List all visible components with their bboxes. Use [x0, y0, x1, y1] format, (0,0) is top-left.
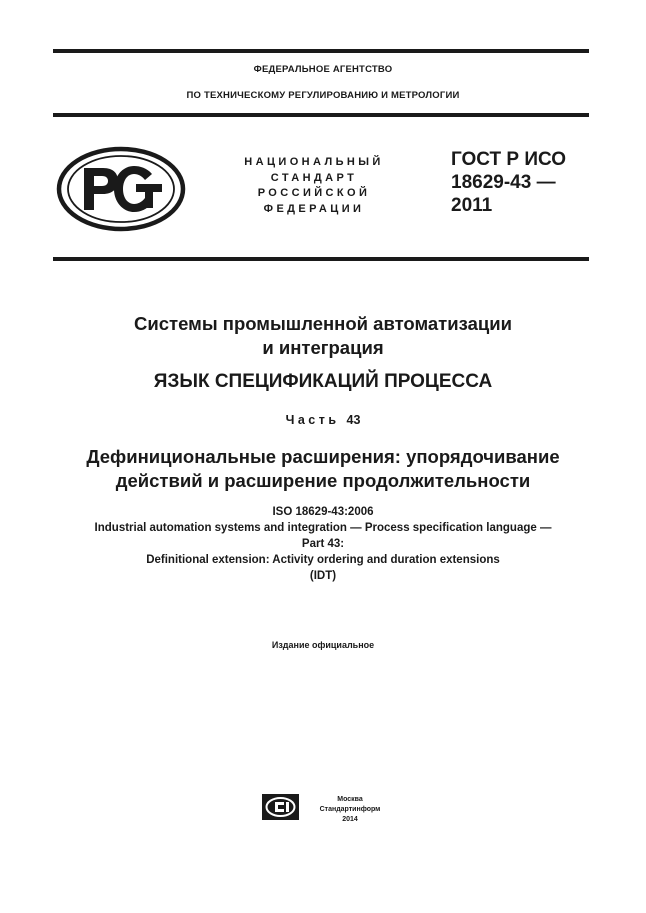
- subtitle-line-1: Дефинициональные расширения: упорядочивание: [86, 446, 560, 467]
- standard-kind-line-3: РОССИЙСКОЙ: [257, 187, 371, 199]
- standartinform-logo-icon: [262, 794, 299, 820]
- english-part: Part 43:: [301, 538, 345, 550]
- top-rule: [53, 49, 589, 53]
- standard-kind: [213, 155, 415, 217]
- designation-line-3: 2011: [451, 195, 493, 216]
- designation-line-2: 18629-43 —: [451, 172, 556, 193]
- rst-logo-icon: [56, 146, 186, 232]
- equivalence-mark: (IDT): [309, 570, 337, 582]
- iso-number: ISO 18629-43:2006: [272, 506, 374, 518]
- title-line-1: Системы промышленной автоматизации: [134, 313, 512, 334]
- english-title: Industrial automation systems and integration — Process specification language —: [94, 522, 552, 534]
- part-label: Часть: [285, 413, 340, 427]
- edition-note: Издание официальное: [271, 640, 375, 650]
- part-heading: [0, 413, 646, 427]
- publisher-year: 2014: [342, 816, 358, 823]
- english-subtitle: Definitional extension: Activity ordering and duration extensions: [146, 554, 500, 566]
- standard-kind-line-2: СТАНДАРТ: [270, 171, 358, 184]
- agency-line-1: ФЕДЕРАЛЬНОЕ АГЕНТСТВО: [253, 64, 393, 75]
- designation-line-1: ГОСТ Р ИСО: [451, 149, 567, 170]
- standard-kind-line-4: ФЕДЕРАЦИИ: [263, 202, 365, 215]
- publisher-city: Москва: [337, 796, 363, 803]
- part-number: 43: [346, 413, 361, 427]
- agency-line-2: ПО ТЕХНИЧЕСКОМУ РЕГУЛИРОВАНИЮ И МЕТРОЛОГИИ: [186, 90, 460, 101]
- main-title: ЯЗЫК СПЕЦИФИКАЦИЙ ПРОЦЕССА: [153, 371, 493, 392]
- standard-designation: [451, 148, 566, 217]
- publisher-info: [300, 795, 400, 825]
- subtitle-line-2: действий и расширение продолжительности: [115, 470, 531, 491]
- title-line-2: и интеграция: [262, 337, 384, 358]
- designation-rule: [53, 257, 589, 261]
- header-rule: [53, 113, 589, 117]
- standard-kind-line-1: НАЦИОНАЛЬНЫЙ: [244, 156, 384, 168]
- english-block: [0, 504, 646, 584]
- publisher-name: Стандартинформ: [319, 806, 381, 813]
